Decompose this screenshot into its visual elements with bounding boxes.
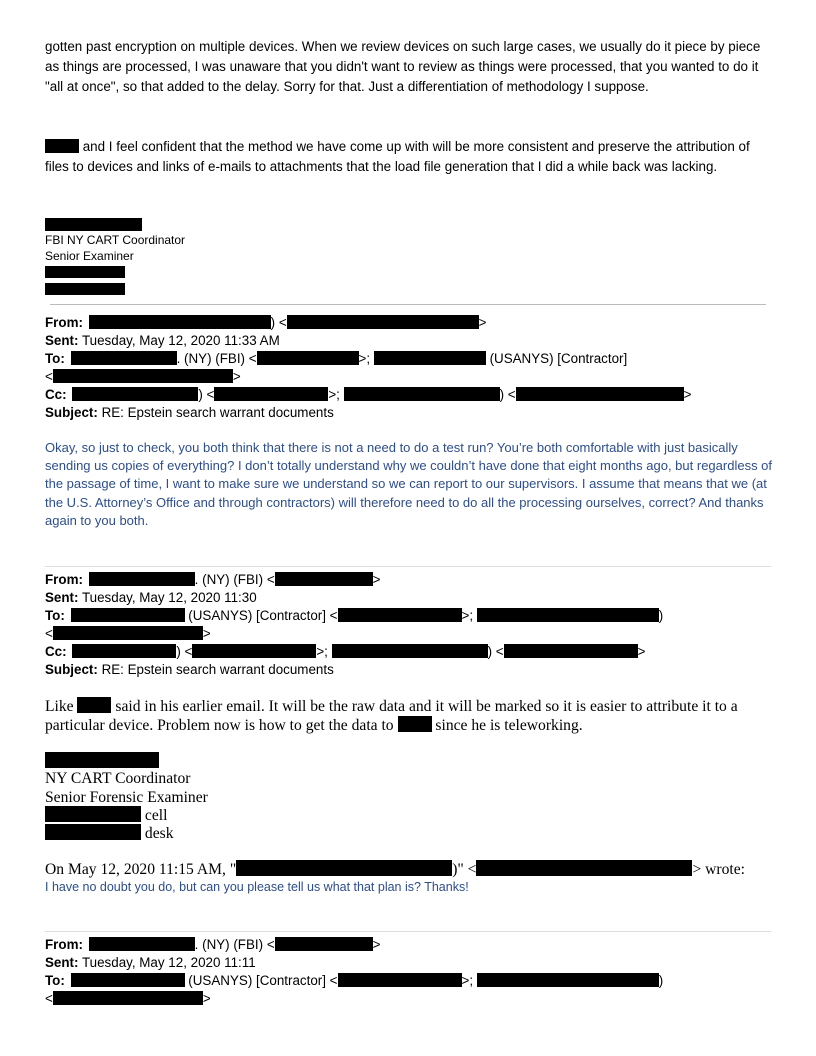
email1-from — [45, 314, 487, 332]
sent-label: Sent: — [45, 333, 79, 348]
redaction-block — [338, 608, 462, 622]
redaction-block — [287, 315, 479, 329]
sent-label: Sent: — [45, 955, 79, 970]
desk-label: desk — [144, 825, 174, 842]
redaction-block — [53, 991, 203, 1005]
from-separator: ) < — [270, 315, 287, 330]
from-end: > — [478, 315, 487, 330]
cc-part: > — [637, 644, 646, 659]
from-label: From: — [45, 937, 83, 952]
redaction-block — [77, 697, 111, 713]
cc-label: Cc: — [45, 387, 67, 402]
email3-sent — [45, 954, 256, 972]
email1-sent-value: Tuesday, May 12, 2020 11:33 AM — [81, 333, 280, 348]
redaction-block — [71, 351, 177, 365]
redaction-block — [89, 937, 195, 951]
redaction-block — [374, 351, 486, 365]
email2-from — [45, 571, 380, 589]
subject-label: Subject: — [45, 405, 98, 420]
cc-part: ) < — [499, 387, 516, 402]
redaction-block — [45, 266, 125, 278]
to-label: To: — [45, 351, 65, 366]
redaction-block — [275, 572, 373, 586]
intro-paragraph-2 — [45, 137, 775, 177]
to-part: (USANYS) [Contractor] — [489, 351, 628, 366]
redaction-block — [53, 626, 203, 640]
email2-quote-header — [45, 860, 745, 879]
redaction-block — [71, 608, 185, 622]
to-part: > — [202, 991, 211, 1006]
email1-to-line2 — [45, 368, 241, 386]
email2-quoted-body: I have no doubt you do, but can you please tell us what that plan is? Thanks! — [45, 880, 469, 894]
to-part: > — [232, 369, 241, 384]
redaction-block — [398, 716, 432, 732]
redaction-block — [45, 824, 141, 840]
email3-from — [45, 936, 380, 954]
sig1-line2: Senior Examiner — [45, 249, 134, 263]
redaction-block — [45, 139, 79, 153]
redaction-block — [257, 351, 359, 365]
divider — [45, 931, 771, 932]
email2-sig-desk — [45, 824, 174, 843]
quote-text: )" < — [452, 861, 477, 878]
cc-part: ) < — [198, 387, 215, 402]
redaction-block — [504, 644, 638, 658]
email1-to — [45, 350, 627, 368]
redaction-block — [71, 973, 185, 987]
email2-sent-value: Tuesday, May 12, 2020 11:30 — [81, 590, 257, 605]
to-part: < — [45, 991, 53, 1006]
email1-sent — [45, 332, 280, 350]
to-part: (USANYS) [Contractor] < — [188, 608, 338, 623]
to-label: To: — [45, 973, 65, 988]
redaction-block — [45, 806, 141, 822]
email1-cc — [45, 386, 691, 404]
from-part: > — [372, 937, 381, 952]
redaction-block — [89, 315, 271, 329]
cc-part: ) < — [487, 644, 504, 659]
body-text: since he is teleworking. — [431, 717, 583, 734]
email3-to-line2 — [45, 990, 211, 1008]
from-label: From: — [45, 315, 83, 330]
cc-part: >; — [328, 387, 340, 402]
email2-sig-line2: Senior Forensic Examiner — [45, 789, 208, 806]
email2-subject — [45, 661, 334, 679]
redaction-block — [332, 644, 488, 658]
email2-cc — [45, 643, 645, 661]
redaction-block — [338, 973, 462, 987]
redaction-block — [236, 860, 452, 876]
redaction-block — [45, 752, 159, 768]
email2-sig-cell — [45, 806, 167, 825]
redaction-block — [192, 644, 316, 658]
redaction-block — [89, 572, 195, 586]
email2-subject-value: RE: Epstein search warrant documents — [101, 662, 334, 677]
redaction-block — [53, 369, 233, 383]
to-part: (USANYS) [Contractor] < — [188, 973, 338, 988]
redaction-block — [275, 937, 373, 951]
to-part: ) — [658, 973, 664, 988]
redaction-block — [477, 973, 659, 987]
email3-sent-value: Tuesday, May 12, 2020 11:11 — [81, 955, 256, 970]
cc-part: > — [683, 387, 692, 402]
cc-label: Cc: — [45, 644, 67, 659]
to-part: >; — [358, 351, 371, 366]
body-text: Like — [45, 698, 74, 715]
redaction-block — [214, 387, 328, 401]
from-part: . (NY) (FBI) < — [194, 937, 275, 952]
email2-body-line2 — [45, 716, 583, 735]
email1-subject — [45, 404, 334, 422]
redaction-block — [344, 387, 500, 401]
from-label: From: — [45, 572, 83, 587]
from-part: > — [372, 572, 381, 587]
email2-sent — [45, 589, 257, 607]
redaction-block — [45, 218, 142, 231]
to-part: >; — [461, 608, 474, 623]
body-text: said in his earlier email. It will be the raw data and it will be marked so it is easier to attribute it to a — [111, 698, 738, 715]
email2-to — [45, 607, 663, 625]
email1-subject-value: RE: Epstein search warrant documents — [101, 405, 334, 420]
to-part: > — [202, 626, 211, 641]
sig1-line1: FBI NY CART Coordinator — [45, 233, 186, 247]
redaction-block — [477, 608, 659, 622]
body-text: particular device. Problem now is how to get the data to — [45, 717, 394, 734]
to-part: < — [45, 626, 53, 641]
email2-to-line2 — [45, 625, 211, 643]
redaction-block — [476, 860, 692, 876]
quote-text: > wrote: — [692, 861, 745, 878]
to-part: < — [45, 369, 53, 384]
intro-paragraph-2-text: and I feel confident that the method we have come up with will be more consistent and preserve the attribution of files to devices and links of e-mails to attachments that the load file generation that I did a while back was lacking. — [45, 139, 750, 174]
cc-part: ) < — [176, 644, 193, 659]
to-label: To: — [45, 608, 65, 623]
cell-label: cell — [144, 807, 168, 824]
quote-text: On May 12, 2020 11:15 AM, " — [45, 861, 237, 878]
divider — [50, 304, 766, 305]
to-part: >; — [461, 973, 474, 988]
divider — [45, 566, 771, 567]
email1-body: Okay, so just to check, you both think that there is not a need to do a test run? You’re both comfortable with just basically sending us copies of everything? I don’t totally understand why we couldn’t have done that eight months ago, but regardless of the passage of time, I want to make sure we understand so we can report to our supervisors. I assume that means that we (at the U.S. Attorney’s Office and through contractors) will therefore need to do all the processing ourselves, correct? And thanks again to you both. — [45, 440, 773, 528]
email2-body-line1 — [45, 697, 738, 716]
sent-label: Sent: — [45, 590, 79, 605]
redaction-block — [516, 387, 684, 401]
intro-paragraph-1: gotten past encryption on multiple devices. When we review devices on such large cases, we usually do it piece by piece as things are processed, I was unaware that you didn't want to review as things were processed, that you wanted to do it "all at once", so that added to the delay. Sorry for that. Just a differentiation of methodology I suppose. — [45, 39, 761, 94]
to-part: ) — [658, 608, 664, 623]
subject-label: Subject: — [45, 662, 98, 677]
redaction-block — [72, 644, 176, 658]
from-part: . (NY) (FBI) < — [194, 572, 275, 587]
redaction-block — [45, 283, 125, 295]
cc-part: >; — [316, 644, 328, 659]
to-part: . (NY) (FBI) < — [176, 351, 257, 366]
redaction-block — [72, 387, 198, 401]
email2-sig-line1: NY CART Coordinator — [45, 770, 191, 787]
email3-to — [45, 972, 663, 990]
